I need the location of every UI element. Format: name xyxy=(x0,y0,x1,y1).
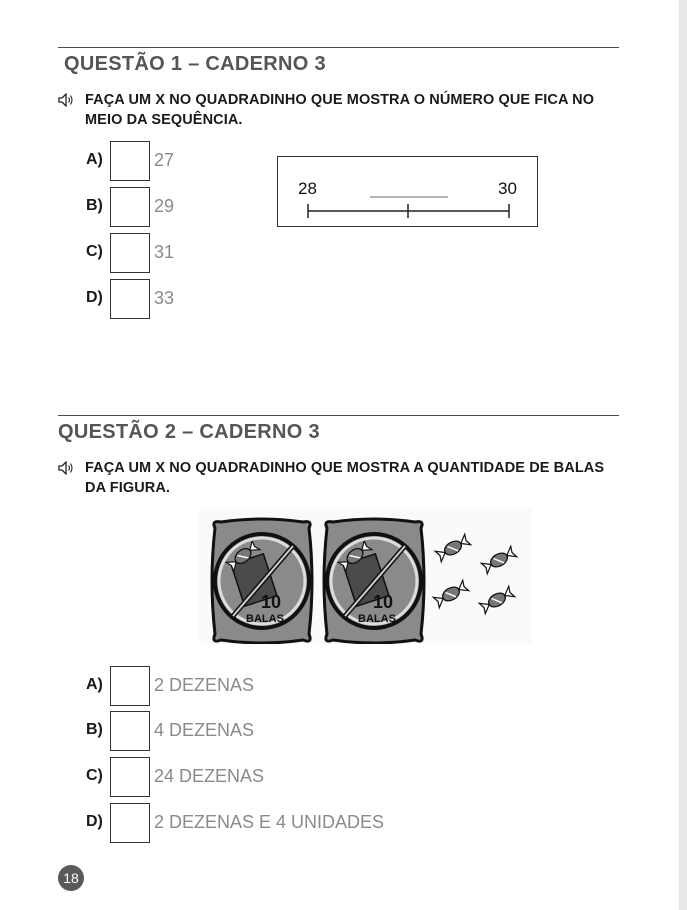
option-value: 4 DEZENAS xyxy=(154,720,255,740)
candy-figure xyxy=(199,508,532,644)
candy xyxy=(433,580,468,607)
option-letter: A) xyxy=(86,676,103,693)
candy xyxy=(481,546,516,573)
number-line-left-label: 28 xyxy=(298,179,317,198)
bag-number: 10 xyxy=(372,592,394,612)
candy xyxy=(479,586,514,613)
option-value: 27 xyxy=(154,150,175,170)
option-letter: B) xyxy=(86,197,103,214)
answer-checkbox[interactable] xyxy=(110,279,150,319)
answer-checkbox[interactable] xyxy=(110,141,150,181)
option-value: 2 DEZENAS xyxy=(154,675,255,695)
q1-instruction: FAÇA UM X NO QUADRADINHO QUE MOSTRA O NÚMERO QUE FICA NO MEIO DA SEQUÊNCIA. xyxy=(85,92,595,128)
number-line-right-label: 30 xyxy=(498,179,517,198)
option-value: 31 xyxy=(154,242,175,262)
option-letter: A) xyxy=(86,151,103,168)
answer-checkbox[interactable] xyxy=(110,803,150,843)
candy xyxy=(435,534,470,561)
option-letter: C) xyxy=(86,243,103,260)
option-value: 2 DEZENAS E 4 UNIDADES xyxy=(154,812,385,832)
answer-checkbox[interactable] xyxy=(110,187,150,227)
option-letter: D) xyxy=(86,289,103,306)
candy-bags-illustration xyxy=(199,508,532,644)
option-letter: D) xyxy=(86,813,103,830)
bag-word: BALAS xyxy=(358,613,396,625)
speaker-icon[interactable] xyxy=(58,461,74,475)
q2-instruction: FAÇA UM X NO QUADRADINHO QUE MOSTRA A QUANTIDADE DE BALAS DA FIGURA. xyxy=(85,460,605,496)
option-letter: C) xyxy=(86,767,103,784)
option-value: 33 xyxy=(154,288,175,308)
answer-checkbox[interactable] xyxy=(110,233,150,273)
q2-title: QUESTÃO 2 – CADERNO 3 xyxy=(58,421,320,443)
page-number: 18 xyxy=(58,865,84,891)
option-value: 24 DEZENAS xyxy=(154,766,265,786)
option-letter: B) xyxy=(86,721,103,738)
q1-title: QUESTÃO 1 – CADERNO 3 xyxy=(64,53,326,75)
q2-divider xyxy=(58,415,619,416)
answer-checkbox[interactable] xyxy=(110,711,150,751)
q1-divider xyxy=(58,47,619,48)
number-line xyxy=(278,157,539,228)
bag-word: BALAS xyxy=(246,613,284,625)
answer-checkbox[interactable] xyxy=(110,666,150,706)
number-line-box xyxy=(277,156,538,227)
speaker-icon[interactable] xyxy=(58,93,74,107)
page-edge xyxy=(679,0,687,910)
bag-number: 10 xyxy=(260,592,282,612)
option-value: 29 xyxy=(154,196,175,216)
answer-checkbox[interactable] xyxy=(110,757,150,797)
